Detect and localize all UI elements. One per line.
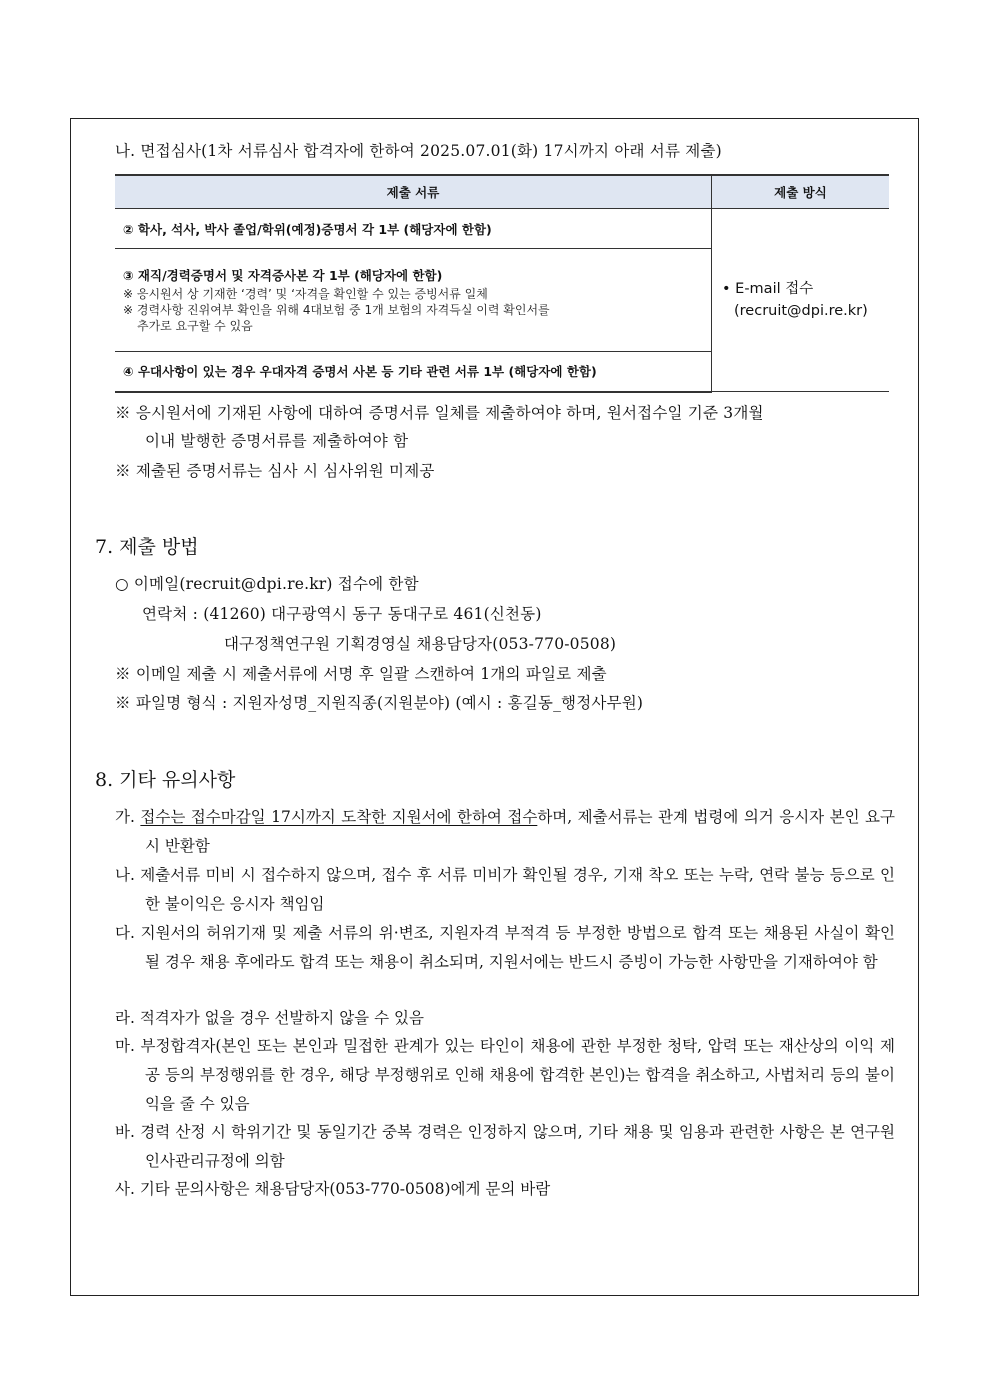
- submission-table: [115, 174, 889, 393]
- item-ga-label: 가.: [115, 808, 135, 826]
- section-na-note-1b: 이내 발행한 증명서류를 제출하여야 함: [145, 432, 409, 450]
- method-email: • E-mail 접수: [722, 281, 814, 297]
- table-header-documents: 제출 서류: [115, 175, 712, 209]
- submission-method-cell: [712, 209, 890, 392]
- section-na-note-1a: ※ 응시원서에 기재된 사항에 대하여 증명서류 일체를 제출하여야 하며, 원서접수일 기준 3개월: [115, 404, 764, 422]
- section-8-item-da: 다. 지원서의 허위기재 및 제출 서류의 위·변조, 지원자격 부적격 등 부정한 방법으로 합격 또는 채용된 사실이 확인될 경우 채용 후에라도 합격 또는 채용이 취소되며, 지원서에는 반드시 증빙이 가능한 사항만을 기재하여야 함: [115, 924, 895, 971]
- section-na-title: 나. 면접심사(1차 서류심사 합격자에 한하여 2025.07.01(화) 17시까지 아래 서류 제출): [115, 142, 722, 160]
- career-note-3: 추가로 요구할 수 있음: [137, 319, 253, 333]
- section-na-note-2: ※ 제출된 증명서류는 심사 시 심사위원 미제공: [115, 462, 435, 480]
- section-8-item-ra: 라. 적격자가 없을 경우 선발하지 않을 수 있음: [115, 1009, 424, 1027]
- table-row-career: [115, 249, 712, 352]
- career-note-2: ※ 경력사항 진위여부 확인을 위해 4대보험 중 1개 보험의 자격득실 이력 확인서를: [123, 303, 550, 317]
- table-row-preference: ④ 우대사항이 있는 경우 우대자격 증명서 사본 등 기타 관련 서류 1부 (해당자에 한함): [115, 352, 712, 392]
- section-8-item-sa: 사. 기타 문의사항은 채용담당자(053-770-0508)에게 문의 바람: [115, 1180, 551, 1198]
- section-7-contact-dept: 대구정책연구원 기획경영실 채용담당자(053-770-0508): [224, 635, 617, 653]
- section-7-note-2: ※ 파일명 형식 : 지원자성명_지원직종(지원분야) (예시 : 홍길동_행정사무원): [115, 694, 644, 712]
- career-title: ③ 재직/경력증명서 및 자격증사본 각 1부 (해당자에 한함): [123, 268, 443, 283]
- method-email-address[interactable]: (recruit@dpi.re.kr): [734, 303, 868, 319]
- item-ga-underlined: 접수는 접수마감일 17시까지 도착한 지원서에 한하여 접수: [140, 808, 538, 826]
- section-7-line-1: ○ 이메일(recruit@dpi.re.kr) 접수에 한함: [115, 575, 419, 593]
- section-8-item-ma: 마. 부정합격자(본인 또는 본인과 밀접한 관계가 있는 타인이 채용에 관한 부정한 청탁, 압력 또는 재산상의 이익 제공 등의 부정행위를 한 경우, 해당 부정행위로 인해 채용에 합격한 본인)는 합격을 취소하고, 사법처리 등의 불이익을 줄 수 있음: [115, 1037, 895, 1113]
- section-8-item-ba: 바. 경력 산정 시 학위기간 및 동일기간 중복 경력은 인정하지 않으며, 기타 채용 및 임용과 관련한 사항은 본 연구원 인사관리규정에 의함: [115, 1123, 895, 1170]
- table-row-degree: ② 학사, 석사, 박사 졸업/학위(예정)증명서 각 1부 (해당자에 한함): [115, 209, 712, 249]
- section-8-item-ga: [115, 803, 895, 861]
- career-note-1: ※ 응시원서 상 기재한 ‘경력’ 및 ‘자격을 확인할 수 있는 증빙서류 일체: [123, 287, 488, 301]
- table-header-method: 제출 방식: [712, 175, 890, 209]
- section-8-item-na: 나. 제출서류 미비 시 접수하지 않으며, 접수 후 서류 미비가 확인될 경우, 기재 착오 또는 누락, 연락 불능 등으로 인한 불이익은 응시자 책임임: [115, 866, 895, 913]
- section-8-heading: 8. 기타 유의사항: [95, 769, 236, 791]
- section-7-note-1: ※ 이메일 제출 시 제출서류에 서명 후 일괄 스캔하여 1개의 파일로 제출: [115, 665, 607, 683]
- section-7-heading: 7. 제출 방법: [95, 536, 199, 558]
- section-7-contact: 연락처 : (41260) 대구광역시 동구 동대구로 461(신천동): [142, 605, 542, 623]
- item-ga-rest: 하며, 제출서류는 관계 법령에 의거 응시자 본인 요구 시 반환함: [145, 808, 895, 855]
